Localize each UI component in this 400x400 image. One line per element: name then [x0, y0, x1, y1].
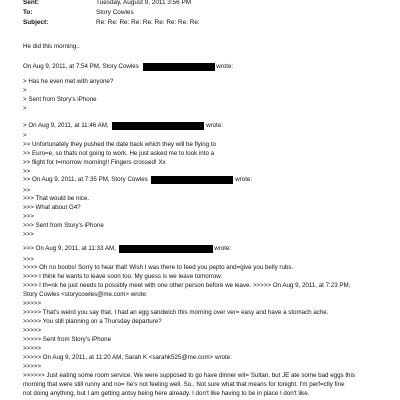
body-line: >> Euro=e, so thats not going to work. He just asked me to look into a: [23, 150, 215, 157]
body-line: morning that were still runny and no= he's not feeling well. So.. Not sure what that means for tonight. I'm perf=ctly fine: [23, 381, 345, 388]
subject-label: Subject:: [23, 19, 49, 26]
body-line: >>>>> That's weird you say that. I had an egg sandwich this morning over ver= easy and have a stomach ache.: [23, 309, 329, 316]
body-line: >>>>>: [23, 345, 42, 352]
body-line: not doing anything, but I am getting antsy being here already. I don't like having to be in place I don't like.: [23, 390, 310, 397]
body-line: >>>>>: [23, 327, 42, 334]
body-line: He did this morning..: [23, 43, 80, 50]
body-line: >>> Sent from Story's iPhone: [23, 222, 104, 229]
body-line: Story Cowles <storycowles@me.com> wrote:: [23, 291, 148, 298]
quote-header-wrote: wrote:: [235, 176, 253, 183]
body-line: >> flight for t=morrow morning!! Fingers crossed! Xx: [23, 159, 166, 166]
quote-header-text: > On Aug 9, 2011, at 11:46 AM,: [23, 122, 109, 129]
quote-header-wrote: wrote:: [216, 63, 234, 70]
body-line: >>>>>> Just eating some room service. We were supposed to go have dinner wit= Sultan, but JE ate some bad eggs this: [23, 372, 355, 379]
subject-value: Re: Re: Re: Re: Re: Re: Re: Re: Re:: [96, 19, 200, 26]
body-line: >>> That would be nice.: [23, 195, 90, 202]
quote-header-line: [23, 245, 231, 253]
body-line: >>>>>: [23, 363, 42, 370]
body-line: > Has he even met with anyone?: [23, 78, 114, 85]
quote-header-text: >> On Aug 9, 2011, at 7:35 PM, Story Cowles: [23, 176, 148, 183]
body-line: >>>> I think he wants to leave soon too. My guess is we leave tomorrow.: [23, 273, 223, 280]
body-line: >>>>> On Aug 9, 2011, at 11:20 AM, Sarah K <sarahk525@me.com> wrote:: [23, 354, 232, 361]
body-line: >>>>>: [23, 300, 42, 307]
body-line: >>>>> You still planning on a Thursday departure?: [23, 318, 162, 325]
to-label: To:: [23, 9, 33, 16]
redaction-box: [143, 63, 215, 71]
quote-header-line: [23, 122, 223, 130]
body-line: >> Unfortunately they pushed the date back which they will be flying to: [23, 141, 216, 148]
sent-label: Sent:: [23, 0, 39, 6]
body-line: >: [23, 105, 27, 112]
quote-header-wrote: wrote:: [214, 245, 232, 252]
body-line: >>>: [23, 256, 34, 263]
body-line: >>> What about G4?: [23, 204, 81, 211]
quote-header-text: On Aug 9, 2011, at 7:54 PM, Story Cowles: [23, 63, 139, 70]
to-value: Story Cowles: [96, 9, 134, 16]
quote-header-wrote: wrote:: [206, 122, 223, 129]
redaction-box: [112, 122, 204, 130]
body-line: >>>> Oh no boobs! Sorry to hear that! Wish I was there to feed you pepto and=give you belly rubs.: [23, 264, 294, 271]
quote-header-text: >>> On Aug 9, 2011, at 11:33 AM,: [23, 245, 116, 252]
body-line: >>>: [23, 213, 34, 220]
body-line: >>>>> Sent from Story's iPhone: [23, 336, 112, 343]
quote-header-line: [23, 176, 252, 184]
body-line: >>: [23, 187, 31, 194]
body-line: >>: [23, 168, 31, 175]
body-line: >>>: [23, 231, 34, 238]
quote-header-line: [23, 63, 233, 71]
redaction-box: [151, 176, 233, 184]
body-line: >: [23, 87, 27, 94]
body-line: >: [23, 132, 27, 139]
redaction-box: [119, 245, 213, 253]
body-line: > Sent from Story's iPhone: [23, 96, 97, 103]
body-line: >>>> I th=nk he just needs to possibly meet with one other person before we leave. >>>>> On Aug 9, 2011, at 7:23 PM,: [23, 282, 351, 289]
sent-value: Tuesday, August 9, 2011 3:56 PM: [96, 0, 192, 6]
